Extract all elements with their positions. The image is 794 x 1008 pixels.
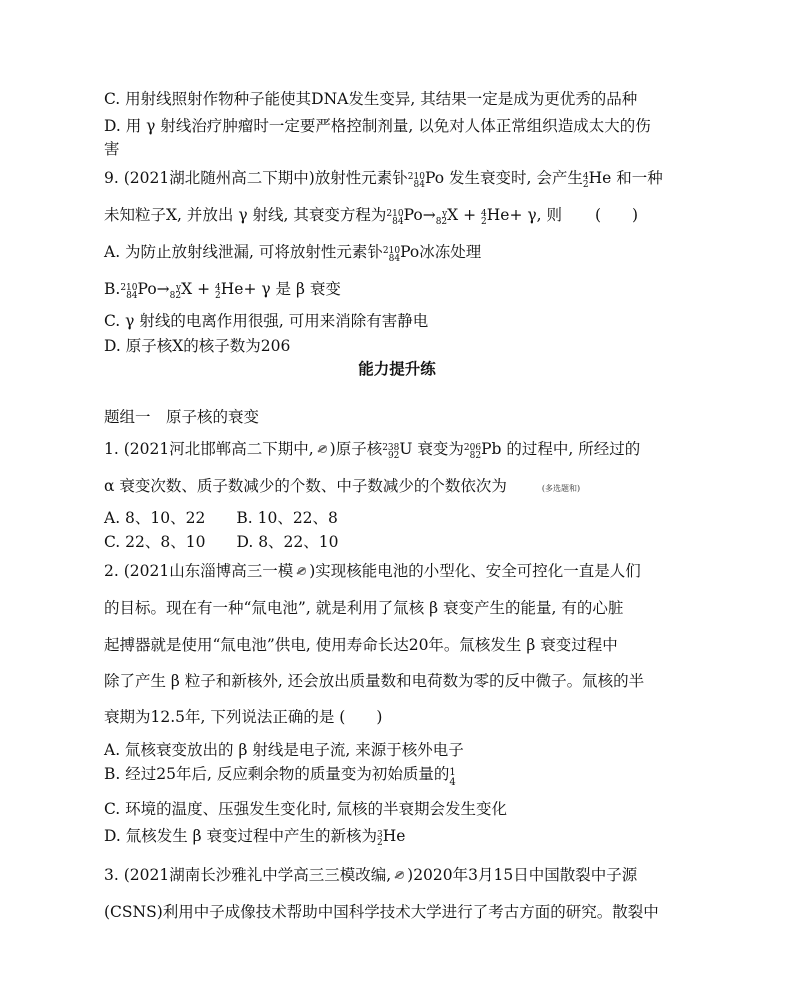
q2-stem-line3: 起搏器就是使用“氚电池”供电, 使用寿命长达20年。氚核发生 β 衰变过程中 — [104, 636, 618, 654]
answer-bracket: ( ) — [594, 206, 639, 224]
group-heading: 题组一 原子核的衰变 — [104, 408, 260, 426]
prev-option-d: D. 用 γ 射线治疗肿瘤时一定要严格控制剂量, 以免对人体正常组织造成太大的伤 — [104, 117, 651, 135]
q2-stem-line1: 2. (2021山东淄博高三一模 )实现核能电池的小型化、安全可控化一直是人们 — [104, 562, 641, 580]
q3-stem-line2: (CSNS)利用中子成像技术帮助中国科学技术大学进行了考古方面的研究。散裂中 — [104, 903, 659, 921]
q9-option-c: C. γ 射线的电离作用很强, 可用来消除有害静电 — [104, 312, 429, 330]
q9-option-b: B. 210 84 Po→ y 82 X + 4 2 He+ γ 是 β 衰变 — [104, 280, 341, 301]
section-heading: 能力提升练 — [358, 359, 436, 378]
q9-option-d: D. 原子核X的核子数为206 — [104, 337, 291, 355]
nuclide-po: 210 84 — [407, 172, 425, 190]
q9-stem-line1: 9. (2021湖北随州高二下期中)放射性元素钋 210 84 Po 发生衰变时, 会产生 4 2 He 和一种 — [104, 169, 663, 190]
q9-option-a: A. 为防止放射线泄漏, 可将放射性元素钋 210 84 Po冰冻处理 — [104, 243, 482, 264]
q2-option-a: A. 氚核衰变放出的 β 射线是电子流, 来源于核外电子 — [104, 741, 464, 759]
nuclide-he: 4 2 — [582, 172, 589, 190]
q2-stem-line4: 除了产生 β 粒子和新核外, 还会放出质量数和电荷数为零的反中微子。氚核的半 — [104, 672, 645, 690]
prev-option-d-cont: 害 — [104, 140, 120, 158]
fraction-quarter: 1 4 — [449, 767, 456, 788]
q1-stem-line2: α 衰变次数、质子数减少的个数、中子数减少的个数依次为 (多选题和) — [104, 477, 581, 495]
difficulty-icon — [392, 868, 406, 881]
q2-stem-line5: 衰期为12.5年, 下列说法正确的是 ( ) — [104, 708, 383, 726]
q1-stem-line1: 1. (2021河北邯郸高二下期中, )原子核 238 92 U 衰变为 206 82 Pb 的过程中, 所经过的 — [104, 440, 641, 461]
q9-stem-line2: 未知粒子X, 并放出 γ 射线, 其衰变方程为 210 84 Po→ y 82 X + 4 2 He+ γ, 则 ( ) — [104, 206, 639, 227]
question-tag: (多选题和) — [541, 484, 581, 493]
q2-stem-line2: 的目标。现在有一种“氚电池”, 就是利用了氚核 β 衰变产生的能量, 有的心脏 — [104, 599, 624, 617]
difficulty-icon — [294, 564, 308, 577]
q3-stem-line1: 3. (2021湖南长沙雅礼中学高三三模改编, )2020年3月15日中国散裂中子源 — [104, 866, 638, 884]
prev-option-c: C. 用射线照射作物种子能使其DNA发生变异, 其结果一定是成为更优秀的品种 — [104, 90, 638, 108]
q1-options-cd: C. 22、8、10 D. 8、22、10 — [104, 533, 339, 551]
q2-option-b: B. 经过25年后, 反应剩余物的质量变为初始质量的 1 4 — [104, 765, 456, 788]
q2-option-c: C. 环境的温度、压强发生变化时, 氚核的半衰期会发生变化 — [104, 800, 508, 818]
q2-option-d: D. 氚核发生 β 衰变过程中产生的新核为 3 2 He — [104, 827, 406, 848]
difficulty-icon — [315, 442, 329, 455]
q1-options-ab: A. 8、10、22 B. 10、22、8 — [104, 509, 338, 527]
